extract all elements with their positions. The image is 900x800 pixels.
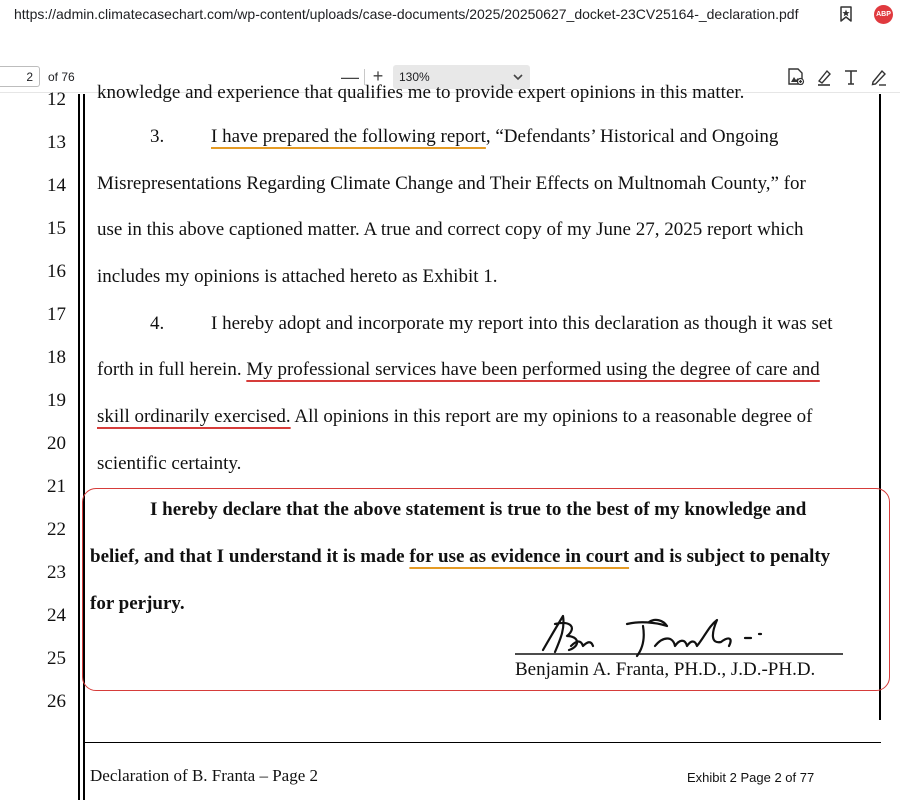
para4-highlight-1: My professional services have been performed using the degree of care and xyxy=(246,359,820,380)
line-number: 25 xyxy=(47,648,66,669)
para3-highlight: I have prepared the following report xyxy=(211,126,486,147)
para4-highlight-2: skill ordinarily exercised. xyxy=(97,406,291,427)
para4-line3-rest: All opinions in this report are my opinions to a reasonable degree of xyxy=(290,406,813,427)
line-number: 20 xyxy=(47,433,66,454)
browser-url-bar[interactable] xyxy=(0,0,900,30)
text-line-cut: knowledge and experience that qualifies me to provide expert opinions in this matter. xyxy=(97,82,745,103)
line-number: 14 xyxy=(47,175,66,196)
para3-rest: , “Defendants’ Historical and Ongoing xyxy=(485,126,779,147)
text-tool-icon[interactable] xyxy=(841,67,861,87)
para4-line4: scientific certainty. xyxy=(97,453,242,474)
para3-line3: use in this above captioned matter. A true and correct copy of my June 27, 2025 report which xyxy=(97,219,804,240)
url-text[interactable]: https://admin.climatecasechart.com/wp-content/uploads/case-documents/2025/20250627_docket-23CV25164-_declaration.pdf xyxy=(14,6,799,22)
line-number: 23 xyxy=(47,562,66,583)
line-number: 26 xyxy=(47,691,66,712)
para4-number: 4. xyxy=(150,313,165,334)
highlight-icon[interactable] xyxy=(814,67,834,87)
bookmark-icon[interactable] xyxy=(837,5,855,23)
declaration-line2-start: belief, and that I understand it is made xyxy=(90,546,410,567)
para4-line2 xyxy=(97,359,820,381)
declaration-line2-end: and is subject to penalty xyxy=(629,546,831,567)
draw-pen-icon[interactable] xyxy=(869,67,889,87)
footer-exhibit-page: Exhibit 2 Page 2 of 77 xyxy=(687,770,815,785)
para4-line1: I hereby adopt and incorporate my report into this declaration as though it was set xyxy=(211,313,833,334)
line-number: 13 xyxy=(47,132,66,153)
line-number: 12 xyxy=(47,89,66,110)
zoom-value: 130% xyxy=(399,70,430,84)
footer-rule xyxy=(84,742,881,743)
zoom-in-button[interactable]: + xyxy=(372,66,384,86)
declaration-line2 xyxy=(90,546,830,568)
para3-line4: includes my opinions is attached hereto as Exhibit 1. xyxy=(97,266,498,287)
line-number: 19 xyxy=(47,390,66,411)
declaration-highlight: for use as evidence in court xyxy=(409,546,630,567)
line-number: 22 xyxy=(47,519,66,540)
line-number: 24 xyxy=(47,605,66,626)
line-number: 18 xyxy=(47,347,66,368)
signature-name: Benjamin A. Franta, PH.D., J.D.-PH.D. xyxy=(515,659,816,680)
left-margin-rule-inner xyxy=(83,94,85,800)
left-margin-rule xyxy=(78,94,80,800)
line-number: 17 xyxy=(47,304,66,325)
pdf-page[interactable] xyxy=(0,82,900,800)
page-total-label: of 76 xyxy=(48,70,75,84)
insert-image-icon[interactable] xyxy=(786,67,806,87)
para4-line3 xyxy=(97,406,813,428)
footer-title: Declaration of B. Franta – Page 2 xyxy=(90,766,319,785)
para3-line2: Misrepresentations Regarding Climate Change and Their Effects on Multnomah County,” for xyxy=(97,173,806,194)
para3-line1 xyxy=(211,126,778,148)
adblock-extension-icon[interactable]: ABP xyxy=(874,5,893,24)
para4-line2-start: forth in full herein. xyxy=(97,359,247,380)
declaration-line3: for perjury. xyxy=(90,593,185,614)
line-number: 15 xyxy=(47,218,66,239)
signature-image xyxy=(515,606,845,666)
line-number: 16 xyxy=(47,261,66,282)
line-number: 21 xyxy=(47,476,66,497)
page-number-input[interactable] xyxy=(0,66,40,87)
para3-number: 3. xyxy=(150,126,165,147)
declaration-line1: I hereby declare that the above statement is true to the best of my knowledge and xyxy=(150,499,807,520)
zoom-out-button[interactable]: — xyxy=(341,67,359,87)
